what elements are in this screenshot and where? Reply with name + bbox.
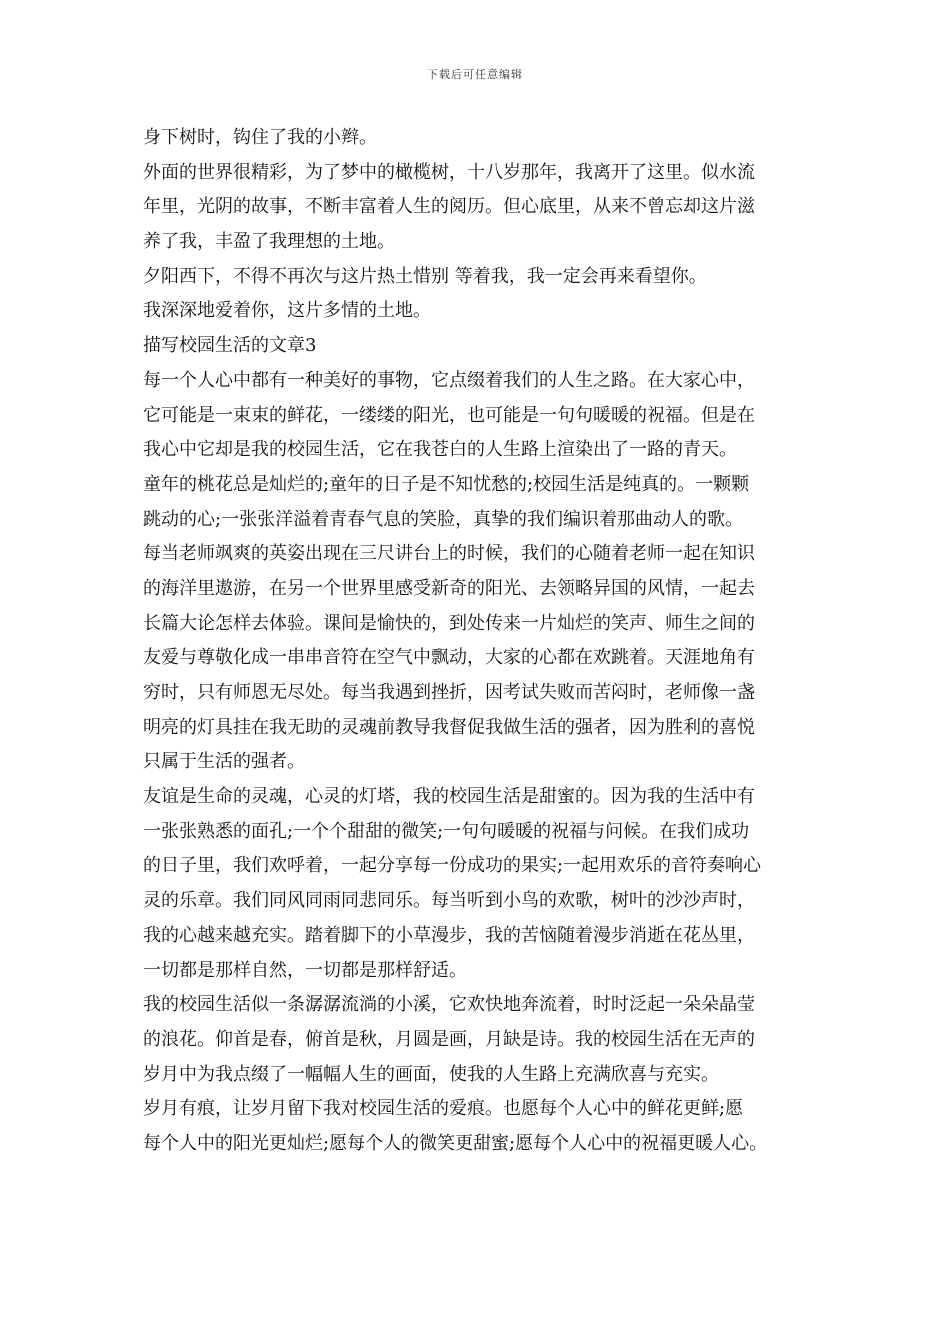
text-line: 岁月有痕，让岁月留下我对校园生活的爱痕。也愿每个人心中的鲜花更鲜;愿 — [143, 1098, 744, 1120]
text-line: 外面的世界很精彩，为了梦中的橄榄树，十八岁那年，我离开了这里。似水流 — [143, 161, 755, 183]
text-line: 岁月中为我点缀了一幅幅人生的画面，使我的人生路上充满欣喜与充实。 — [143, 1063, 719, 1085]
article-body — [143, 121, 823, 1162]
text-line: 灵的乐章。我们同风同雨同悲同乐。每当听到小鸟的欢歌，树叶的沙沙声时， — [143, 890, 755, 912]
text-line: 跳动的心;一张张洋溢着青春气息的笑脸，真挚的我们编识着那曲动人的歌。 — [143, 508, 744, 530]
text-line: 我的校园生活似一条潺潺流淌的小溪，它欢快地奔流着，时时泛起一朵朵晶莹 — [143, 994, 755, 1016]
text-line: 身下树时，钩住了我的小辫。 — [143, 127, 377, 148]
text-line: 的日子里，我们欢呼着，一起分享每一份成功的果实;一起用欢乐的音符奏响心 — [143, 855, 762, 877]
text-line: 明亮的灯具挂在我无助的灵魂前教导我督促我做生活的强者，因为胜利的喜悦 — [143, 716, 755, 738]
text-line: 每个人中的阳光更灿烂;愿每个人的微笑更甜蜜;愿每个人心中的祝福更暖人心。 — [143, 1132, 768, 1154]
text-line: 友爱与尊敬化成一串串音符在空气中飘动，大家的心都在欢跳着。天涯地角有 — [143, 647, 755, 669]
text-line: 我深深地爱着你，这片多情的土地。 — [143, 300, 431, 322]
text-line: 我心中它却是我的校园生活，它在我苍白的人生路上渲染出了一路的青天。 — [143, 439, 737, 461]
text-line: 童年的桃花总是灿烂的;童年的日子是不知忧愁的;校园生活是纯真的。一颗颗 — [143, 473, 750, 495]
text-line: 我的心越来越充实。踏着脚下的小草漫步，我的苦恼随着漫步消逝在花丛里， — [143, 924, 755, 946]
text-line: 它可能是一束束的鲜花，一缕缕的阳光，也可能是一句句暖暖的祝福。但是在 — [143, 404, 755, 426]
page-header: 下载后可任意编辑 — [427, 68, 523, 81]
text-line: 只属于生活的强者。 — [143, 751, 305, 773]
text-line: 穷时，只有师恩无尽处。每当我遇到挫折，因考试失败而苦闷时，老师像一盏 — [143, 682, 755, 703]
text-line: 的海洋里遨游，在另一个世界里感受新奇的阳光、去领略异国的风情，一起去 — [143, 577, 755, 599]
text-line: 夕阳西下，不得不再次与这片热土惜别 等着我，我一定会再来看望你。 — [143, 265, 707, 287]
text-line: 长篇大论怎样去体验。课间是愉快的，到处传来一片灿烂的笑声、师生之间的 — [143, 612, 755, 634]
text-line: 一切都是那样自然，一切都是那样舒适。 — [143, 959, 467, 981]
text-line: 养了我，丰盈了我理想的土地。 — [143, 231, 395, 253]
text-line: 友谊是生命的灵魂，心灵的灯塔，我的校园生活是甜蜜的。因为我的生活中有 — [143, 786, 755, 808]
text-line: 每一个人心中都有一种美好的事物，它点缀着我们的人生之路。在大家心中， — [143, 369, 755, 391]
text-line: 的浪花。仰首是春，俯首是秋，月圆是画，月缺是诗。我的校园生活在无声的 — [143, 1028, 755, 1050]
text-line: 每当老师飒爽的英姿出现在三尺讲台上的时候，我们的心随着老师一起在知识 — [143, 543, 755, 565]
text-line: 一张张熟悉的面孔;一个个甜甜的微笑;一句句暖暖的祝福与问候。在我们成功 — [143, 820, 750, 842]
text-line: 年里，光阴的故事，不断丰富着人生的阅历。但心底里，从来不曾忘却这片滋 — [143, 196, 755, 218]
section-heading: 描写校园生活的文章3 — [143, 335, 317, 357]
